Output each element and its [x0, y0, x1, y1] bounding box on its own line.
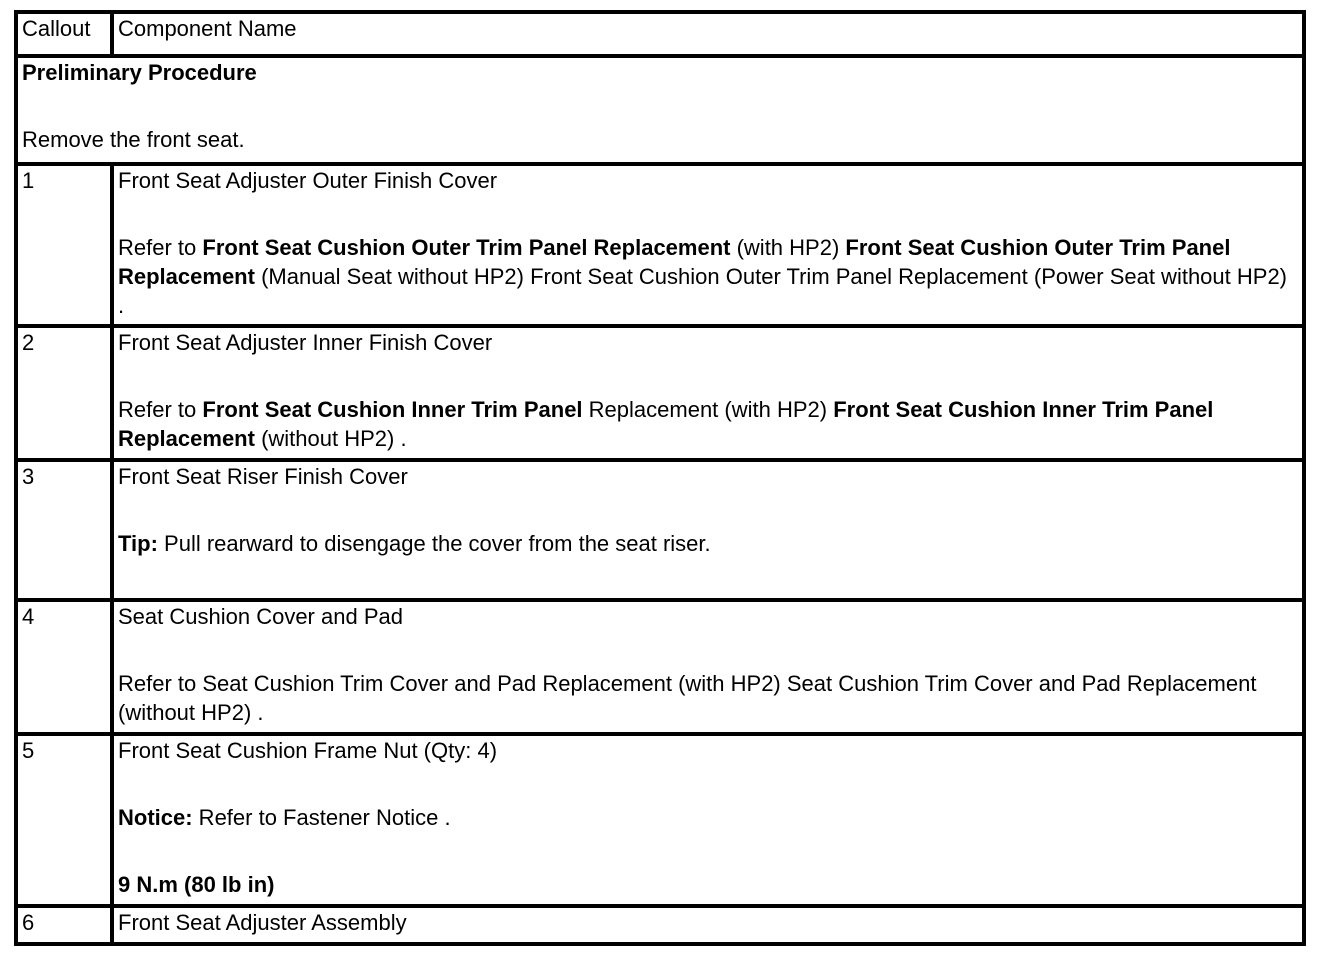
callout-number: 6	[16, 906, 112, 944]
preliminary-procedure-cell	[16, 56, 1304, 164]
component-name: Front Seat Riser Finish Cover	[118, 464, 408, 489]
reference-link[interactable]: Fastener Notice	[283, 805, 439, 830]
notice-text: Notice: Refer to Fastener Notice .	[118, 805, 451, 830]
reference-link[interactable]: Front Seat Cushion Inner Trim Panel	[202, 397, 583, 422]
reference-link[interactable]: Front Seat Cushion Outer Trim Panel Replacement	[530, 264, 1028, 289]
component-cell	[112, 906, 1304, 944]
reference-link[interactable]: Front Seat Cushion Inner Trim Panel Replacement	[118, 397, 1214, 451]
callout-number: 2	[16, 326, 112, 460]
component-name: Front Seat Adjuster Inner Finish Cover	[118, 330, 493, 355]
component-cell	[112, 164, 1304, 326]
torque-spec: 9 N.m (80 lb in)	[118, 872, 275, 897]
procedure-table	[14, 10, 1306, 946]
table-row	[16, 734, 1304, 906]
table-row	[16, 600, 1304, 734]
component-name: Front Seat Adjuster Outer Finish Cover	[118, 168, 498, 193]
reference-text: Refer to Front Seat Cushion Inner Trim Panel Replacement (with HP2) Front Seat Cushion Inner Trim Panel Replacement (without HP2) .	[118, 397, 1214, 451]
preliminary-procedure-row	[16, 56, 1304, 164]
component-cell	[112, 734, 1304, 906]
component-cell	[112, 326, 1304, 460]
reference-link[interactable]: Seat Cushion Trim Cover and Pad Replacement	[786, 671, 1257, 696]
table-header-row	[16, 12, 1304, 56]
component-cell	[112, 460, 1304, 600]
component-name: Front Seat Adjuster Assembly	[118, 910, 407, 935]
reference-link[interactable]: Front Seat Cushion Outer Trim Panel Replacement	[118, 235, 1231, 289]
reference-link[interactable]: Front Seat Cushion Outer Trim Panel Replacement	[202, 235, 731, 260]
callout-number: 5	[16, 734, 112, 906]
preliminary-procedure-title: Preliminary Procedure	[22, 60, 257, 85]
reference-text: Refer to Front Seat Cushion Outer Trim Panel Replacement (with HP2) Front Seat Cushion Outer Trim Panel Replacement (Manual Seat without HP2) Front Seat Cushion Outer Trim Panel Replacement (Power Seat without HP2) .	[118, 235, 1288, 318]
reference-text: Refer to Seat Cushion Trim Cover and Pad Replacement (with HP2) Seat Cushion Trim Cover and Pad Replacement (without HP2) .	[118, 671, 1257, 725]
callout-number: 4	[16, 600, 112, 734]
callout-number: 1	[16, 164, 112, 326]
component-name-column-header: Component Name	[112, 12, 1304, 56]
component-name: Front Seat Cushion Frame Nut (Qty: 4)	[118, 738, 498, 763]
reference-link[interactable]: Seat Cushion Trim Cover and Pad Replacement	[202, 671, 672, 696]
table-row	[16, 460, 1304, 600]
table-row	[16, 326, 1304, 460]
tip-label: Tip:	[118, 531, 158, 556]
table-row	[16, 164, 1304, 326]
tip-text: Tip: Pull rearward to disengage the cover from the seat riser.	[118, 531, 711, 556]
component-name: Seat Cushion Cover and Pad	[118, 604, 403, 629]
callout-number: 3	[16, 460, 112, 600]
callout-column-header: Callout	[16, 12, 112, 56]
preliminary-procedure-text: Remove the front seat.	[22, 127, 245, 152]
component-cell	[112, 600, 1304, 734]
table-row	[16, 906, 1304, 944]
notice-label: Notice:	[118, 805, 193, 830]
